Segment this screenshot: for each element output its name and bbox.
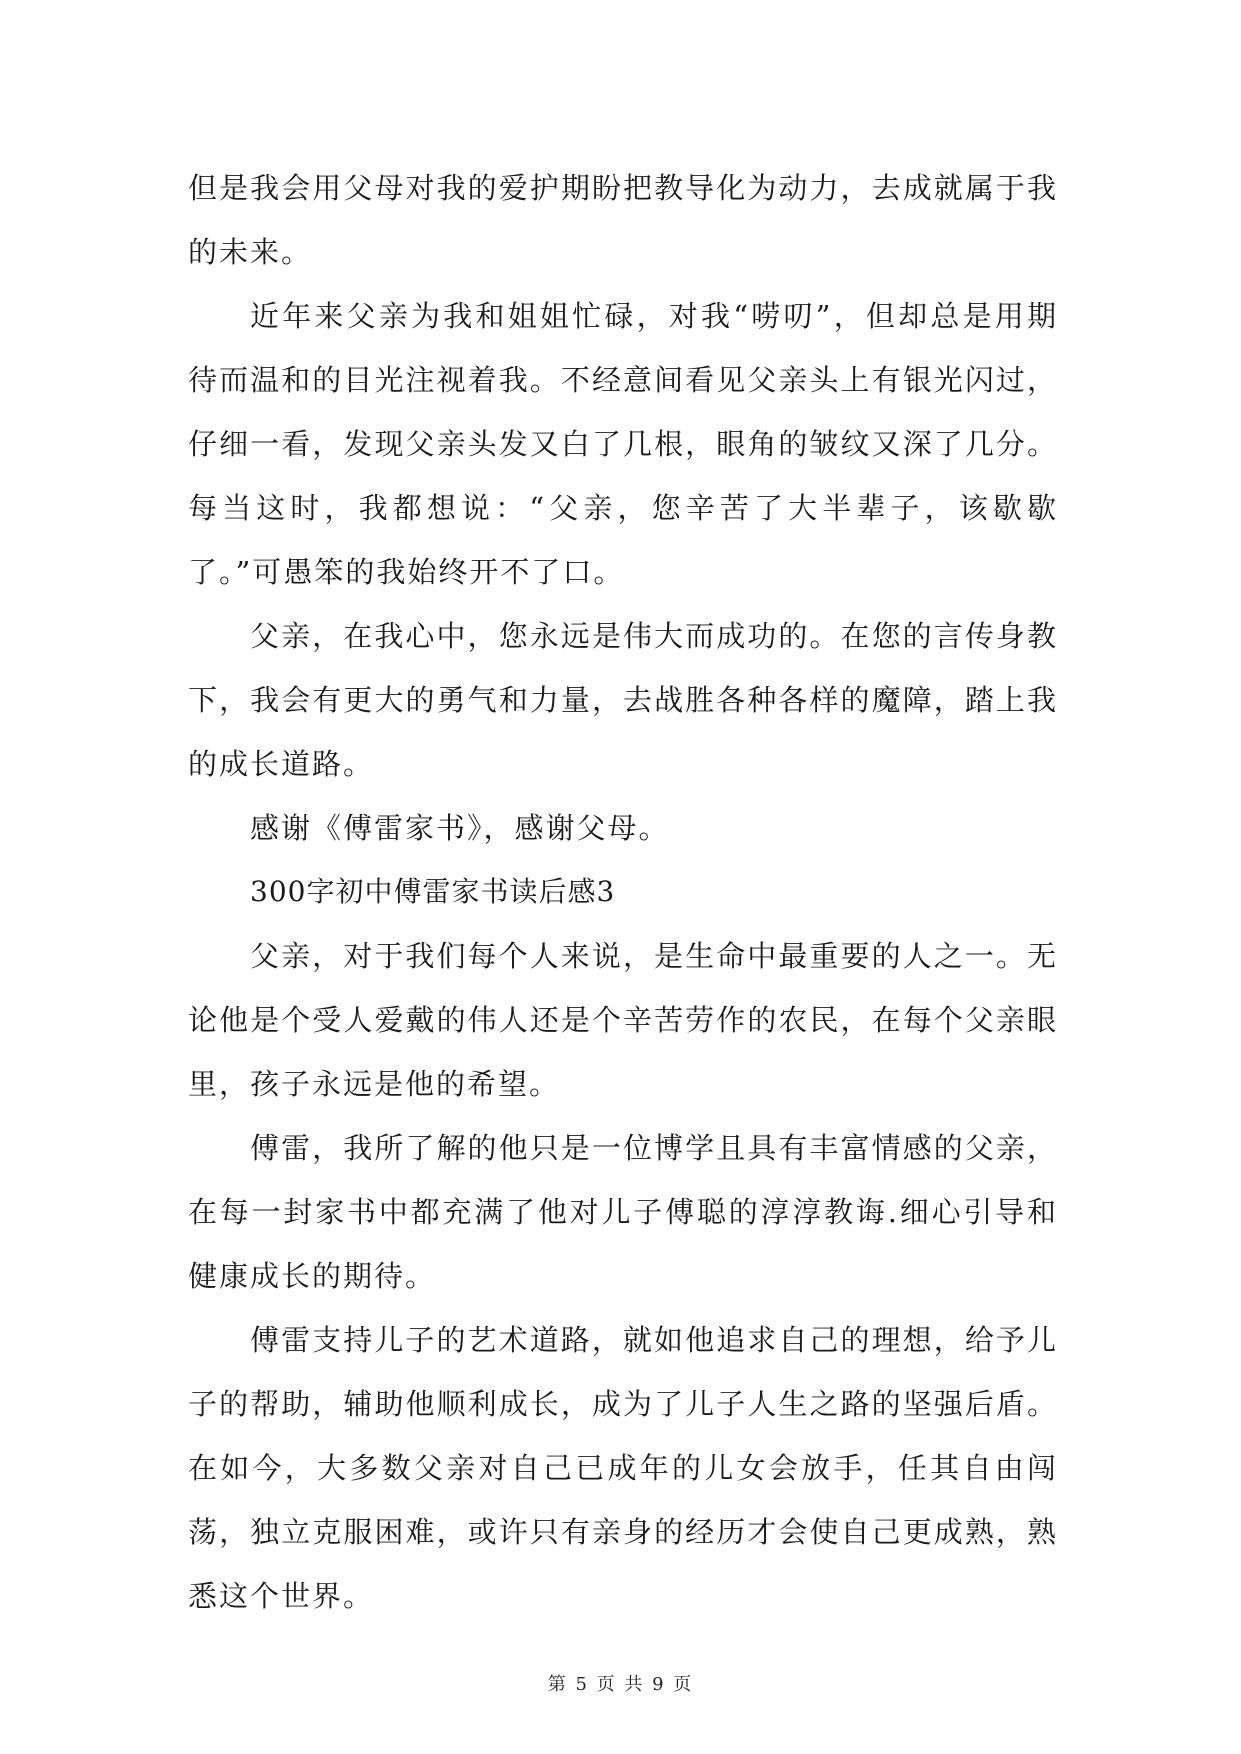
- paragraph-7: 傅雷支持儿子的艺术道路，就如他追求自己的理想，给予儿子的帮助，辅助他顺利成长，成为了儿子人生之路的坚强后盾。在如今，大多数父亲对自己已成年的儿女会放手，任其自由闯荡，独立克服困难，或许只有亲身的经历才会使自己更成熟，熟悉这个世界。: [188, 1323, 1058, 1613]
- paragraph-3: 父亲，在我心中，您永远是伟大而成功的。在您的言传身教下，我会有更大的勇气和力量，去战胜各种各样的魔障，踏上我的成长道路。: [188, 619, 1058, 781]
- section-heading: 300字初中傅雷家书读后感3: [250, 875, 616, 908]
- paragraph-1: 但是我会用父母对我的爱护期盼把教导化为动力，去成就属于我的未来。: [188, 171, 1058, 269]
- paragraph-2: 近年来父亲为我和姐姐忙碌，对我“唠叨”，但却总是用期待而温和的目光注视着我。不经意间看见父亲头上有银光闪过，仔细一看，发现父亲头发又白了几根，眼角的皱纹又深了几分。每当这时，我都想说：“父亲，您辛苦了大半辈子，该歇歇了。”可愚笨的我始终开不了口。: [188, 299, 1058, 589]
- document-body: [188, 156, 1058, 1628]
- page-number-footer: 第 5 页 共 9 页: [547, 1674, 694, 1695]
- paragraph-4: 感谢《傅雷家书》，感谢父母。: [250, 811, 670, 845]
- paragraph-6: 傅雷，我所了解的他只是一位博学且具有丰富情感的父亲，在每一封家书中都充满了他对儿子傅聪的淳淳教诲.细心引导和健康成长的期待。: [188, 1131, 1058, 1293]
- paragraph-5: 父亲，对于我们每个人来说，是生命中最重要的人之一。无论他是个受人爱戴的伟人还是个辛苦劳作的农民，在每个父亲眼里，孩子永远是他的希望。: [188, 939, 1058, 1101]
